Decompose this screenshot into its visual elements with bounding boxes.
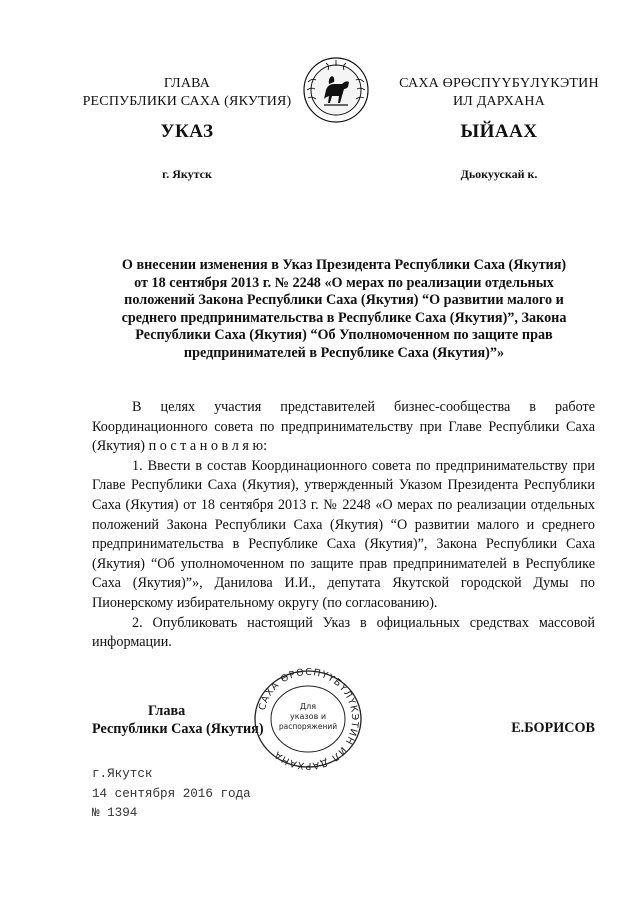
title-line: предпринимателей в Республике Саха (Якутия)”» (183, 344, 505, 361)
doc-type-left: УКАЗ (160, 121, 214, 142)
stamp-inner-line3: распоряжений (278, 722, 338, 731)
document-title (96, 257, 592, 362)
body-paragraph-1: В целях участия представителей бизнес-сообщества в работе Координационного совета по предпринимательству при Главе Республики Саха (Якутия) п о с т а н о в л я ю: (92, 399, 595, 455)
stamp-outer-text: САХА ӨРӨСПҮҮБҮЛҮКЭТИН ИЛ ДАРХАНА (256, 668, 361, 770)
title-line: положений Закона Республики Саха (Якутия) “О развитии малого и (124, 292, 564, 308)
city-left: г. Якутск (162, 167, 212, 181)
stamp-inner-line1: Для (299, 702, 317, 711)
coat-of-arms-icon (302, 56, 370, 124)
header-right-line2: ИЛ ДАРХАНА (452, 94, 545, 109)
signatory-title-line2: Республики Саха (Якутия) (92, 721, 264, 737)
doc-type-right: ЫЙААХ (460, 121, 538, 142)
header-left-line1: ГЛАВА (163, 76, 211, 91)
official-stamp (248, 668, 368, 770)
signatory-name: Е.БОРИСОВ (511, 720, 595, 736)
signatory-title-line1: Глава (148, 703, 186, 719)
body-paragraph-2: 1. Ввести в состав Координационного совета по предпринимательству при Главе Республики Саха (Якутия), утвержденный Указом Президента Республики Саха (Якутия) от 18 сентября 2013 г. № 2248 «О мерах по реализации отдельных положений Закона Республики Саха (Якутия) “О развитии малого и среднего предпринимательства в Республике Саха (Якутия)”, Закона Республики Саха (Якутия) “Об уполномоченном по защите прав предпринимателей в Республике Саха (Якутия)”», Данилова И.И., депутата Якутской городской Думы по Пионерскому избирательному округу (по согласованию). (92, 457, 595, 611)
footer-number: № 1394 (92, 806, 138, 820)
footer-date: 14 сентября 2016 года (92, 786, 251, 801)
header-right-line1: САХА ӨРӨСПҮҮБҮЛҮКЭТИН (399, 76, 599, 91)
header-left-block (62, 75, 312, 111)
body-paragraph-3: 2. Опубликовать настоящий Указ в официальных средствах массовой информации. (92, 614, 595, 651)
title-line: О внесении изменения в Указ Президента Республики Саха (Якутия) (121, 257, 567, 273)
title-line: Республики Саха (Якутия) “Об Уполномоченном по защите прав (135, 327, 553, 343)
stamp-inner-line2: указов и (289, 712, 327, 721)
header-left-line2: РЕСПУБЛИКИ САХА (ЯКУТИЯ) (82, 94, 292, 109)
footer-city: г.Якутск (92, 767, 153, 781)
header-right-block (384, 75, 614, 111)
title-line: среднего предпринимательства в Республике Саха (Якутия)”, Закона (121, 309, 567, 326)
city-right: Дьокуускай к. (460, 167, 538, 181)
document-body (92, 398, 595, 653)
document-footer (92, 765, 251, 824)
title-line: от 18 сентября 2013 г. № 2248 «О мерах по реализации отдельных (134, 274, 554, 291)
